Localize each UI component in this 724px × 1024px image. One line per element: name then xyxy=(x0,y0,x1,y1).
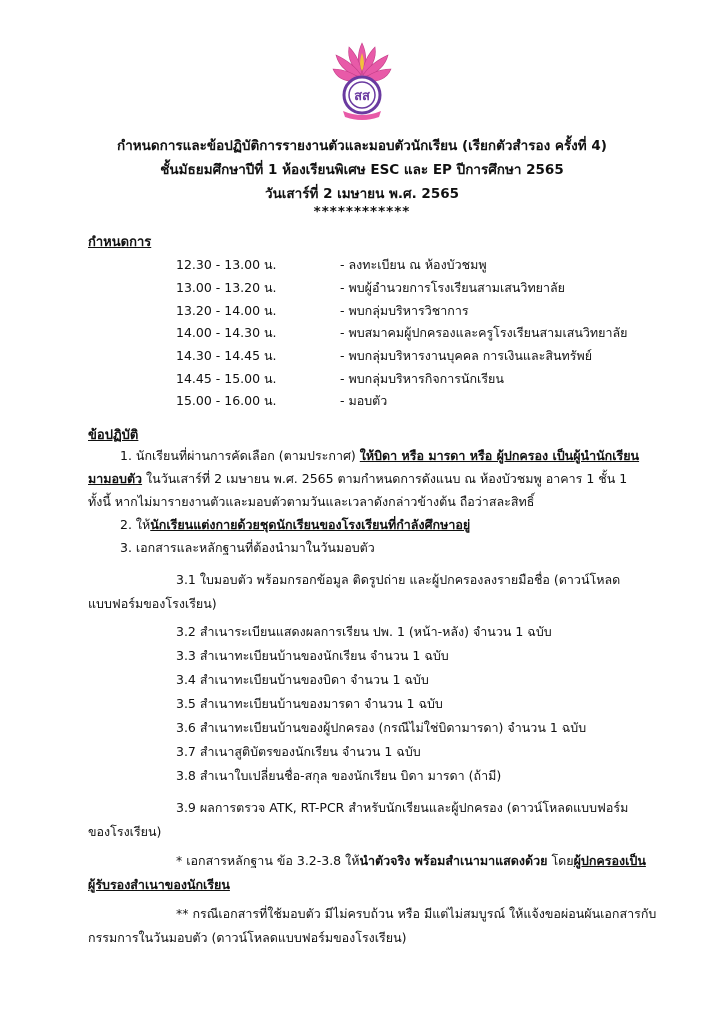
doc-item-3-6: 3.6 สำเนาทะเบียนบ้านของผู้ปกครอง (กรณีไม่ใช่บิดามารดา) จำนวน 1 ฉบับ xyxy=(176,720,587,735)
schedule-activity: - พบกลุ่มบริหารงานบุคคล การเงินและสินทรัพย์ xyxy=(340,348,593,363)
note-1-bold: นำตัวจริง พร้อมสำเนามาแสดงด้วย xyxy=(359,853,548,868)
note-1-emphasis-cont: ผู้รับรองสำเนาของนักเรียน xyxy=(88,877,230,892)
schedule-heading: กำหนดการ xyxy=(88,235,152,250)
note-1-text: * เอกสารหลักฐาน ข้อ 3.2-3.8 ให้ xyxy=(176,853,360,868)
doc-item-3-9: 3.9 ผลการตรวจ ATK, RT-PCR สำหรับนักเรียนและผู้ปกครอง (ดาวน์โหลดแบบฟอร์ม xyxy=(176,800,629,815)
rule-item-1-emphasis-cont: มามอบตัว xyxy=(88,471,143,486)
doc-item-3-9-cont: ของโรงเรียน) xyxy=(88,824,162,839)
schedule-row xyxy=(0,369,724,391)
svg-text:สส: สส xyxy=(354,89,370,104)
doc-item-3-3: 3.3 สำเนาทะเบียนบ้านของนักเรียน จำนวน 1 ฉบับ xyxy=(176,648,449,663)
doc-item-3-2: 3.2 สำเนาระเบียนแสดงผลการเรียน ปพ. 1 (หน้า-หลัง) จำนวน 1 ฉบับ xyxy=(176,624,552,639)
schedule-time: 15.00 - 16.00 น. xyxy=(176,393,277,408)
rule-item-2-emphasis: นักเรียนแต่งกายด้วยชุดนักเรียนของโรงเรียนที่กำลังศึกษาอยู่ xyxy=(150,517,471,532)
schedule-time: 14.00 - 14.30 น. xyxy=(176,325,277,340)
doc-item-3-5: 3.5 สำเนาทะเบียนบ้านของมารดา จำนวน 1 ฉบับ xyxy=(176,696,443,711)
rule-item-1-emphasis: ให้บิดา หรือ มารดา หรือ ผู้ปกครอง เป็นผู้นำนักเรียน xyxy=(359,448,640,463)
schedule-time: 13.20 - 14.00 น. xyxy=(176,303,277,318)
note-1-by: โดย xyxy=(547,853,574,868)
rules-heading: ข้อปฏิบัติ xyxy=(88,428,139,443)
rule-item-3: 3. เอกสารและหลักฐานที่ต้องนำมาในวันมอบตัว xyxy=(120,540,375,555)
schedule-activity: - พบกลุ่มบริหารวิชาการ xyxy=(340,303,469,318)
doc-item-3-4: 3.4 สำเนาทะเบียนบ้านของบิดา จำนวน 1 ฉบับ xyxy=(176,672,429,687)
doc-item-3-1: 3.1 ใบมอบตัว พร้อมกรอกข้อมูล ติดรูปถ่าย และผู้ปกครองลงรายมือชื่อ (ดาวน์โหลด xyxy=(176,572,621,587)
rule-item-1-date: ในวันเสาร์ที่ 2 เมษายน พ.ศ. 2565 ตามกำหนดการดังแนบ ณ ห้องบัวชมพู อาคาร 1 ชั้น 1 xyxy=(142,471,628,486)
schedule-row xyxy=(0,278,724,300)
note-1 xyxy=(176,851,646,871)
doc-item-3-7: 3.7 สำเนาสูติบัตรของนักเรียน จำนวน 1 ฉบับ xyxy=(176,744,421,759)
schedule-row xyxy=(0,301,724,323)
schedule-time: 14.45 - 15.00 น. xyxy=(176,371,277,386)
schedule-activity: - พบสมาคมผู้ปกครองและครูโรงเรียนสามเสนวิทยาลัย xyxy=(340,325,628,340)
doc-item-3-8: 3.8 สำเนาใบเปลี่ยนชื่อ-สกุล ของนักเรียน บิดา มารดา (ถ้ามี) xyxy=(176,768,502,783)
schedule-time: 12.30 - 13.00 น. xyxy=(176,257,277,272)
doc-item-3-1-cont: แบบฟอร์มของโรงเรียน) xyxy=(88,596,217,611)
schedule-activity: - ลงทะเบียน ณ ห้องบัวชมพู xyxy=(340,257,487,272)
document-subtitle-date: วันเสาร์ที่ 2 เมษายน พ.ศ. 2565 xyxy=(264,186,460,202)
note-1-cont xyxy=(88,875,230,895)
note-1-emphasis: ผู้ปกครองเป็น xyxy=(573,853,646,868)
school-emblem-logo xyxy=(331,39,393,123)
schedule-activity: - มอบตัว xyxy=(340,393,388,408)
schedule-time: 13.00 - 13.20 น. xyxy=(176,280,277,295)
schedule-row xyxy=(0,346,724,368)
note-2-cont: กรรมการในวันมอบตัว (ดาวน์โหลดแบบฟอร์มของโรงเรียน) xyxy=(88,930,407,945)
rule-item-1 xyxy=(120,446,639,466)
rule-item-2-text: 2. ให้ xyxy=(120,517,151,532)
schedule-row xyxy=(0,391,724,413)
schedule-time: 14.30 - 14.45 น. xyxy=(176,348,277,363)
title-divider: ************ xyxy=(313,204,411,220)
note-2: ** กรณีเอกสารที่ใช้มอบตัว มีไม่ครบถ้วน หรือ มีแต่ไม่สมบูรณ์ ให้แจ้งขอผ่อนผันเอกสารกับ xyxy=(176,906,657,921)
schedule-row xyxy=(0,323,724,345)
schedule-activity: - พบกลุ่มบริหารกิจการนักเรียน xyxy=(340,371,504,386)
rule-item-2 xyxy=(120,515,470,535)
schedule-activity: - พบผู้อำนวยการโรงเรียนสามเสนวิทยาลัย xyxy=(340,280,566,295)
schedule-row xyxy=(0,255,724,277)
document-subtitle-grade: ชั้นมัธยมศึกษาปีที่ 1 ห้องเรียนพิเศษ ESC และ EP ปีการศึกษา 2565 xyxy=(160,162,564,178)
document-title: กำหนดการและข้อปฏิบัติการรายงานตัวและมอบตัวนักเรียน (เรียกตัวสำรอง ครั้งที่ 4) xyxy=(117,138,607,154)
rule-item-1-text: 1. นักเรียนที่ผ่านการคัดเลือก (ตามประกาศ) xyxy=(120,448,360,463)
rule-item-1-note: ทั้งนี้ หากไม่มารายงานตัวและมอบตัวตามวันและเวลาดังกล่าวข้างต้น ถือว่าสละสิทธิ์ xyxy=(88,494,535,509)
rule-item-1-cont xyxy=(88,469,627,489)
